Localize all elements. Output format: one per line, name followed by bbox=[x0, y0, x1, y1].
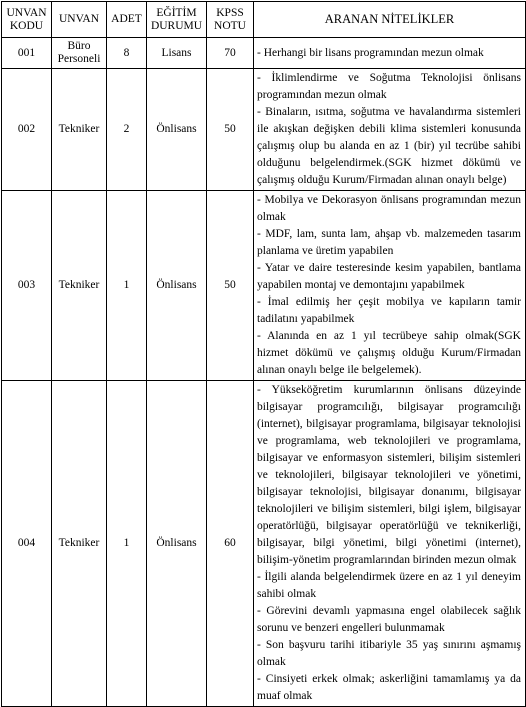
table-row bbox=[2, 381, 526, 707]
row-code: 003 bbox=[2, 191, 52, 381]
requirement-item: - İklimlendirme ve Soğutma Teknolojisi önlisans programından mezun olmak bbox=[257, 72, 521, 101]
requirement-item: - Yükseköğretim kurumlarının önlisans düzeyinde bilgisayar programcılığı, bilgisayar programcılığı (internet), bilgisayar programlama, bilgisayar teknolojisi ve programlama, web teknolojileri ve programlama, bilgisayar ve enformasyon sistemleri, bilişim sistemleri ve teknolojileri, bilgisayar teknolojileri ve yönetimi, bilgisayar teknolojisi, bilgisayar donanımı, bilgisayar teknolojileri ve bilişim sistemleri, bilgi işlem, bilgisayar operatörlüğü, bilgisayar operatörlüğü ve teknikerliği, bilgisayar, bilgi yönetimi, bilgi yönetimi (internet), bilişim-yönetim programlarından birinden mezun olmak bbox=[257, 384, 521, 566]
header-count: ADET bbox=[107, 2, 147, 38]
requirement-item: - MDF, lam, sunta lam, ahşap vb. malzemeden tasarım planlama ve üretim yapabilen bbox=[257, 228, 521, 257]
row-requirements bbox=[254, 381, 526, 707]
positions-table bbox=[1, 1, 526, 707]
row-kpss: 50 bbox=[207, 191, 254, 381]
row-education: Önlisans bbox=[147, 191, 207, 381]
header-education: EĞİTİM DURUMU bbox=[147, 2, 207, 38]
row-count: 1 bbox=[107, 191, 147, 381]
requirement-item: - Alanında en az 1 yıl tecrübeye sahip olmak(SGK hizmet dökümü ve çalışmış olduğu Kurum/Firmadan alınan onaylı belge ile belgelemek). bbox=[257, 330, 521, 376]
row-education: Lisans bbox=[147, 38, 207, 69]
row-kpss: 50 bbox=[207, 69, 254, 191]
requirement-item: - Herhangi bir lisans programından mezun olmak bbox=[257, 46, 484, 59]
row-code: 004 bbox=[2, 381, 52, 707]
row-count: 1 bbox=[107, 381, 147, 707]
header-code: UNVAN KODU bbox=[2, 2, 52, 38]
requirement-item: - Yatar ve daire testeresinde kesim yapabilen, bantlama yapabilen montaj ve demontajını yapabilmek bbox=[257, 262, 521, 291]
row-education: Önlisans bbox=[147, 381, 207, 707]
requirement-item: - İlgili alanda belgelendirmek üzere en az 1 yıl deneyim sahibi olmak bbox=[257, 571, 521, 600]
table-row bbox=[2, 69, 526, 191]
row-title: Tekniker bbox=[52, 381, 107, 707]
header-requirements: ARANAN NİTELİKLER bbox=[254, 2, 526, 38]
requirement-item: - Cinsiyeti erkek olmak; askerliğini tamamlamış ya da muaf olmak bbox=[257, 673, 521, 702]
row-requirements bbox=[254, 69, 526, 191]
requirement-item: - Mobilya ve Dekorasyon önlisans programından mezun olmak bbox=[257, 194, 521, 223]
table-row bbox=[2, 191, 526, 381]
header-row bbox=[2, 2, 526, 38]
row-code: 001 bbox=[2, 38, 52, 69]
row-requirements bbox=[254, 38, 526, 69]
header-title: UNVAN bbox=[52, 2, 107, 38]
row-count: 2 bbox=[107, 69, 147, 191]
requirement-item: - İmal edilmiş her çeşit mobilya ve kapıların tamir tadilatını yapabilmek bbox=[257, 296, 521, 325]
row-requirements bbox=[254, 191, 526, 381]
requirement-item: - Binaların, ısıtma, soğutma ve havalandırma sistemleri ile akışkan değişken debili klima sistemleri konusunda çalışmış olup bu alanda en az 1 (bir) yıl tecrübe sahibi olduğunu belgelendirmek.(SGK hizmet dökümü ve çalışmış olduğu Kurum/Firmadan alınan onaylı belge) bbox=[257, 106, 521, 186]
requirement-item: - Görevini devamlı yapmasına engel olabilecek sağlık sorunu ve benzeri engelleri bulunmamak bbox=[257, 605, 521, 634]
row-title: Tekniker bbox=[52, 69, 107, 191]
requirement-item: - Son başvuru tarihi itibariyle 35 yaş sınırını aşmamış olmak bbox=[257, 639, 521, 668]
row-title: Büro Personeli bbox=[52, 38, 107, 69]
row-count: 8 bbox=[107, 38, 147, 69]
row-kpss: 60 bbox=[207, 381, 254, 707]
header-kpss: KPSS NOTU bbox=[207, 2, 254, 38]
row-kpss: 70 bbox=[207, 38, 254, 69]
row-code: 002 bbox=[2, 69, 52, 191]
row-education: Önlisans bbox=[147, 69, 207, 191]
table-row bbox=[2, 38, 526, 69]
row-title: Tekniker bbox=[52, 191, 107, 381]
